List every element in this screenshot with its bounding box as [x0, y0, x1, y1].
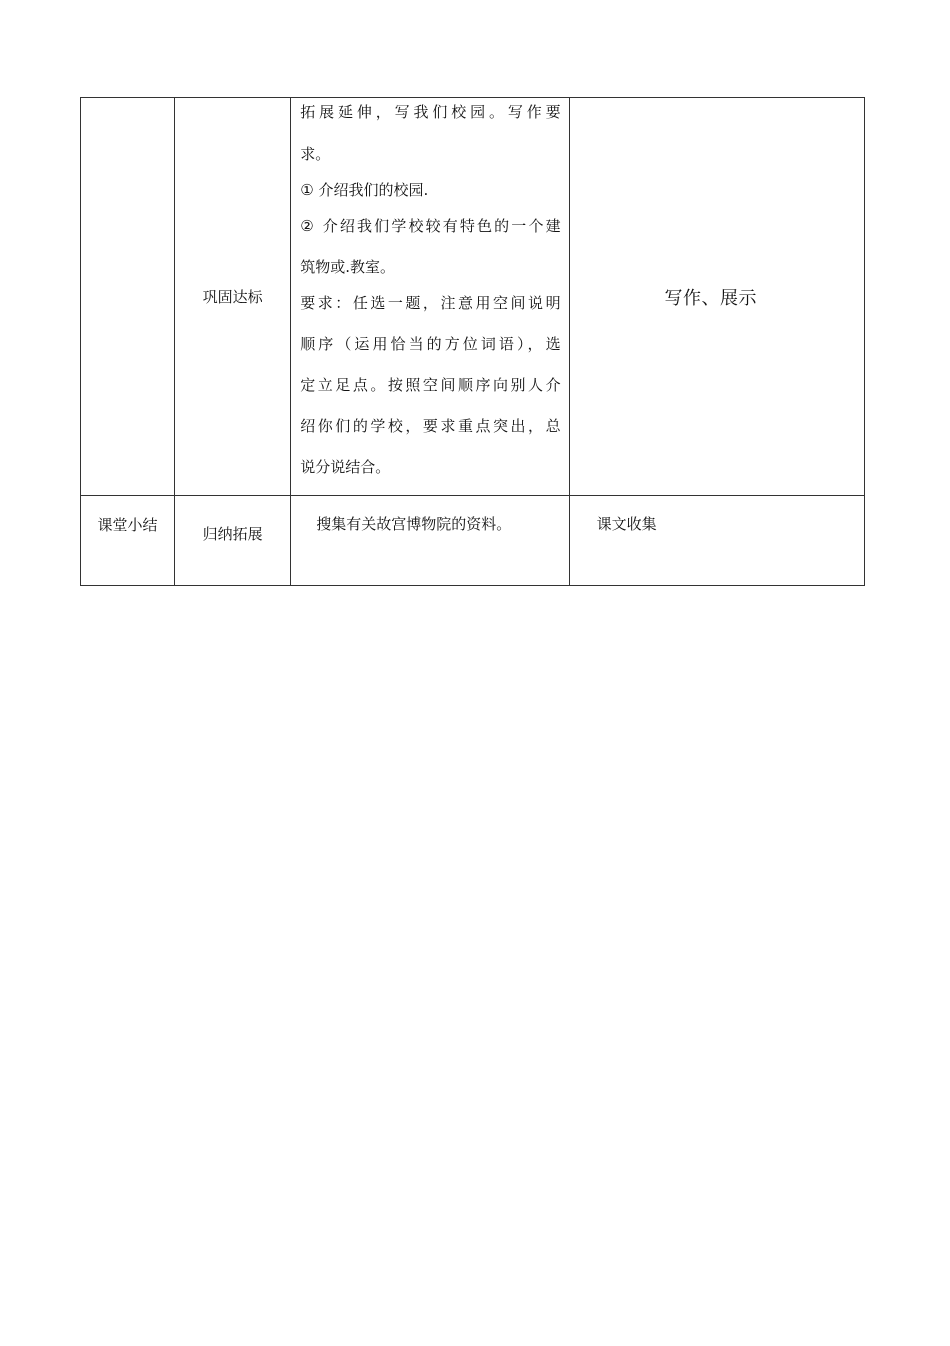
- table-row: [81, 98, 865, 496]
- activity-cell: 归纳拓展: [175, 496, 291, 586]
- student-activity-cell: [569, 98, 864, 496]
- content-line: 说分说结合。: [300, 458, 391, 476]
- activity-label: 巩固达标: [202, 288, 263, 306]
- lesson-plan-table: [80, 97, 865, 586]
- content-line: 绍你们的学校，要求重点突出，总: [300, 417, 561, 435]
- content-line: 顺序（运用恰当的方位词语），选: [300, 335, 561, 353]
- content-line: ② 介绍我们学校较有特色的一个建: [300, 217, 561, 235]
- content-line: 拓展延伸，写我们校园。写作要: [300, 103, 561, 121]
- content-line: 定立足点。按照空间顺序向别人介: [300, 376, 561, 394]
- content-line: 筑物或.教室。: [300, 258, 396, 276]
- content-cell: [291, 98, 569, 496]
- stage-cell: 课堂小结: [81, 496, 175, 586]
- content-cell: 搜集有关故宫博物院的资料。: [291, 496, 569, 586]
- content-line: 要求：任选一题，注意用空间说明: [300, 294, 561, 312]
- student-activity-cell: 课文收集: [569, 496, 864, 586]
- content-line: 求。: [300, 145, 331, 163]
- stage-cell: [81, 98, 175, 496]
- table-row: [81, 496, 865, 586]
- student-activity-label: 写作、展示: [664, 287, 758, 309]
- activity-cell: [175, 98, 291, 496]
- content-line: ① 介绍我们的校园.: [300, 181, 429, 199]
